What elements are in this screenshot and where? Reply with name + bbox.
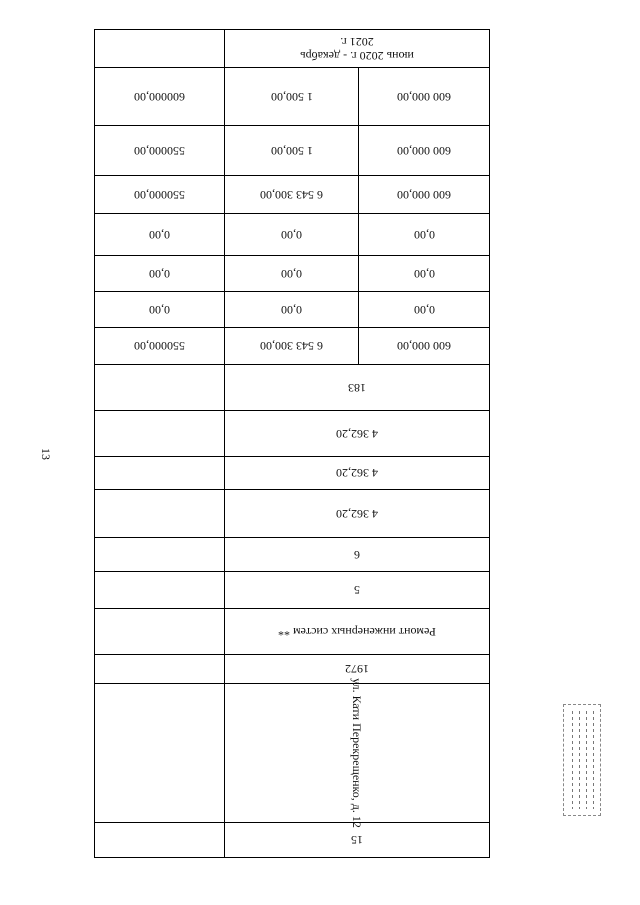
table-cell: 5 [354, 583, 360, 597]
table-row [94, 608, 490, 654]
table-row [94, 489, 490, 537]
table-cell: 4 362,20 [336, 466, 378, 480]
table-cell: 0,00 [413, 266, 435, 281]
table-cell: 600 000,00 [397, 89, 451, 104]
table-cell: 1 500,00 [225, 68, 359, 125]
table-row [94, 537, 490, 571]
table-row [94, 410, 490, 456]
table-cell: 4 362,20 [336, 426, 378, 441]
table-cell: 600000,00 [95, 68, 225, 125]
table-row [94, 822, 490, 858]
table-cell: 0,00 [413, 302, 435, 317]
table-row [94, 327, 490, 364]
table-cell: 550000,00 [95, 126, 225, 175]
table-cell [95, 365, 225, 410]
table-row [94, 29, 490, 67]
table-cell: 15 [351, 833, 363, 847]
table-cell [225, 678, 489, 828]
period-text: июнь 2020 г. - декабрь 2021 г. [300, 34, 414, 63]
table-cell: 550000,00 [95, 176, 225, 213]
table-cell: Ремонт инженерных систем ** [278, 624, 436, 639]
table-cell: 0,00 [225, 214, 359, 255]
table-cell [95, 572, 225, 608]
table-cell [95, 538, 225, 571]
table-cell: 6 543 300,00 [225, 328, 359, 364]
table-cell: 550000,00 [95, 328, 225, 364]
table-cell [95, 609, 225, 654]
table-row [94, 654, 490, 683]
table-cell [95, 490, 225, 537]
table-cell [95, 655, 225, 683]
table-cell: 0,00 [95, 292, 225, 327]
table-cell: 1 500,00 [225, 126, 359, 175]
table-row [94, 678, 490, 828]
table-cell [95, 823, 225, 857]
table-row [94, 175, 490, 213]
table-cell: 1972 [345, 662, 369, 676]
table-cell [95, 457, 225, 489]
table-row [94, 291, 490, 327]
table-row [94, 67, 490, 125]
table-row [94, 364, 490, 410]
table-cell: 183 [348, 380, 366, 395]
table-row [94, 571, 490, 608]
table-cell: 600 000,00 [397, 339, 451, 353]
table-cell [95, 30, 225, 67]
address-text: ул. Кати Перекрещенко, д. 12 [350, 678, 364, 828]
table-cell: 6 [354, 547, 360, 562]
page-number: 13 [39, 448, 53, 460]
table-cell: 0,00 [413, 227, 435, 242]
table-cell: 0,00 [225, 256, 359, 291]
table-cell [225, 30, 489, 67]
table-cell: 4 362,20 [336, 506, 378, 521]
table-row [94, 125, 490, 175]
table-cell: 0,00 [225, 292, 359, 327]
table-cell: 0,00 [95, 214, 225, 255]
stamp-mark [563, 704, 601, 816]
table-cell [95, 411, 225, 456]
table-cell: 600 000,00 [397, 143, 451, 158]
table-row [94, 456, 490, 489]
table-cell [95, 684, 225, 822]
table-row [94, 255, 490, 291]
table-cell: 6 543 300,00 [225, 176, 359, 213]
table-row [94, 213, 490, 255]
table-cell: 0,00 [95, 256, 225, 291]
table-cell: 600 000,00 [397, 187, 451, 202]
